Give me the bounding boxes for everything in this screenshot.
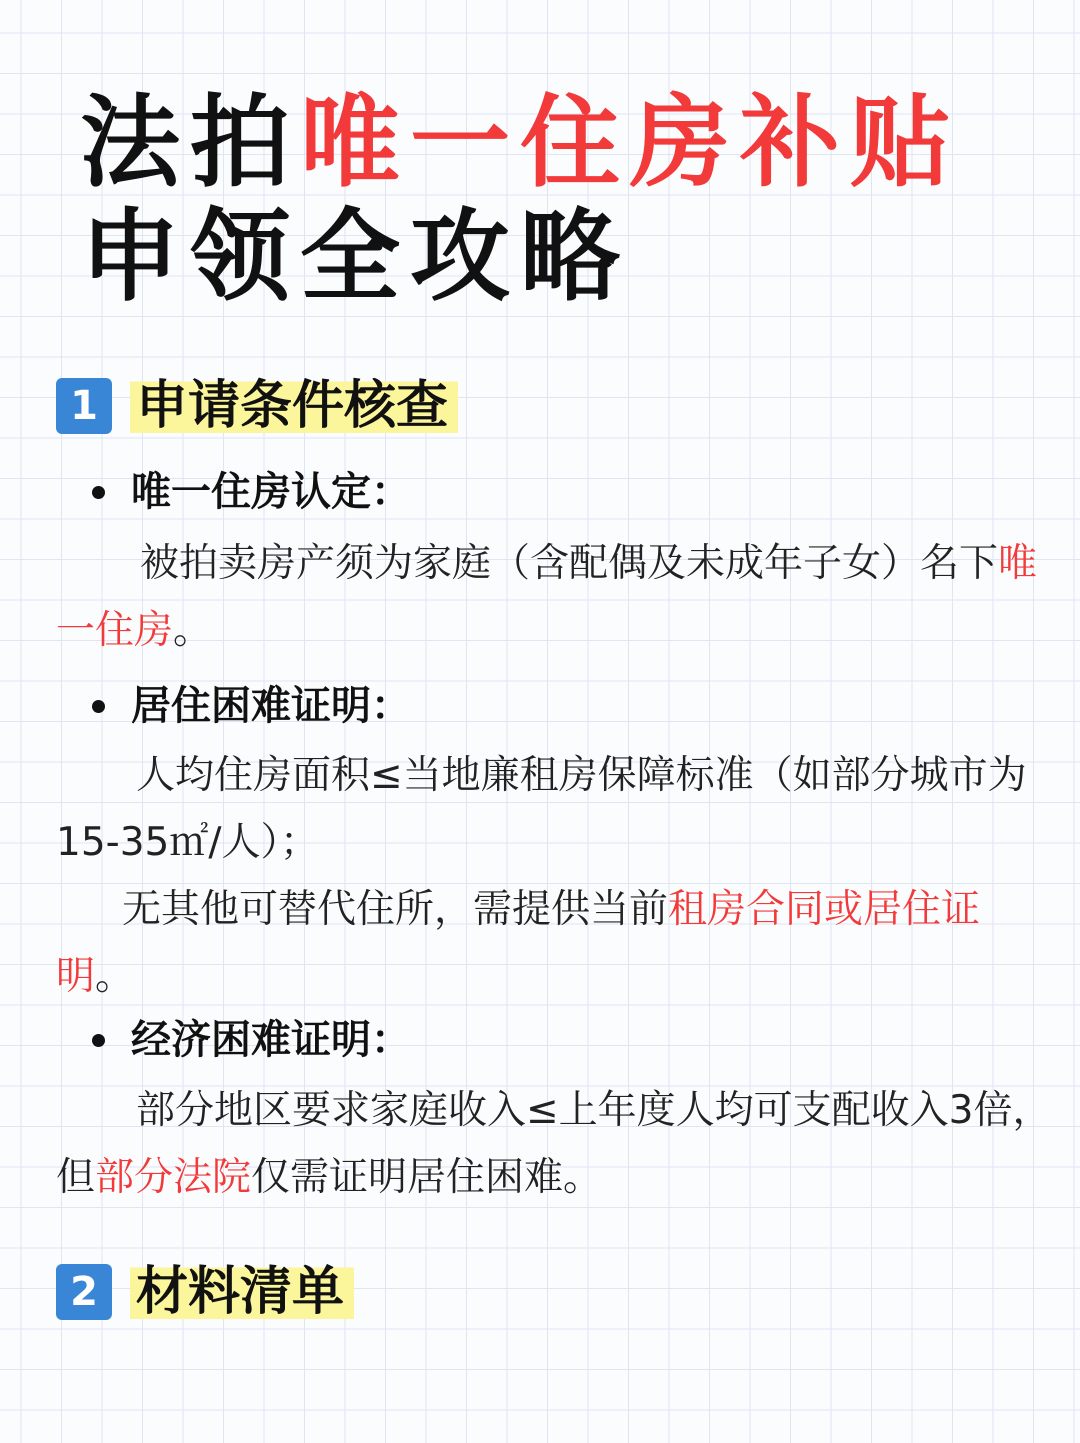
paragraph-text: 人均住房面积≤当地廉租房保障标准（如部分城市为15-35㎡/人）； bbox=[56, 753, 1027, 865]
page-title bbox=[80, 86, 1040, 314]
title-line-1 bbox=[80, 86, 1040, 200]
bullet-item-unique-housing bbox=[92, 464, 411, 520]
section-number-badge: 1 bbox=[56, 378, 112, 434]
paragraph-text: 仅需证明居住困难。 bbox=[251, 1155, 603, 1200]
title-highlight: 唯一住房补贴 bbox=[300, 84, 960, 201]
title-line-2: 申领全攻略 bbox=[80, 198, 630, 315]
paragraph-text: 部分地区要求家庭收入≤上年度人均可支配收入3倍，但 bbox=[56, 1088, 1052, 1200]
bullet-item-housing-difficulty bbox=[92, 678, 411, 734]
bullet-dot-icon bbox=[92, 486, 105, 499]
bullet-label: 唯一住房认定： bbox=[131, 469, 411, 515]
paragraph-text: 被拍卖房产须为家庭（含配偶及未成年子女）名下 bbox=[140, 541, 999, 586]
paragraph-text: 。 bbox=[173, 608, 213, 653]
paragraph bbox=[56, 876, 1056, 1010]
bullet-item-economic-difficulty bbox=[92, 1012, 411, 1068]
section-title: 材料清单 bbox=[130, 1260, 354, 1324]
bullet-label: 经济困难证明： bbox=[131, 1017, 411, 1063]
section-1-heading bbox=[56, 374, 458, 438]
paragraph-text: 无其他可替代住所，需提供当前 bbox=[122, 887, 669, 932]
title-prefix: 法拍 bbox=[80, 84, 300, 201]
paragraph-text: 。 bbox=[95, 954, 135, 999]
highlight-text: 部分法院 bbox=[95, 1155, 252, 1200]
bullet-label: 居住困难证明： bbox=[131, 683, 411, 729]
bullet-dot-icon bbox=[92, 1034, 105, 1047]
section-2-heading bbox=[56, 1260, 354, 1324]
section-number-badge: 2 bbox=[56, 1264, 112, 1320]
bullet-dot-icon bbox=[92, 700, 105, 713]
paragraph bbox=[56, 742, 1056, 876]
paragraph bbox=[56, 1077, 1056, 1211]
highlight-text: 唯一住房 bbox=[56, 541, 1038, 653]
section-title: 申请条件核查 bbox=[130, 374, 458, 438]
highlight-text: 租房合同或居住证明 bbox=[56, 887, 981, 999]
paragraph bbox=[56, 530, 1056, 664]
